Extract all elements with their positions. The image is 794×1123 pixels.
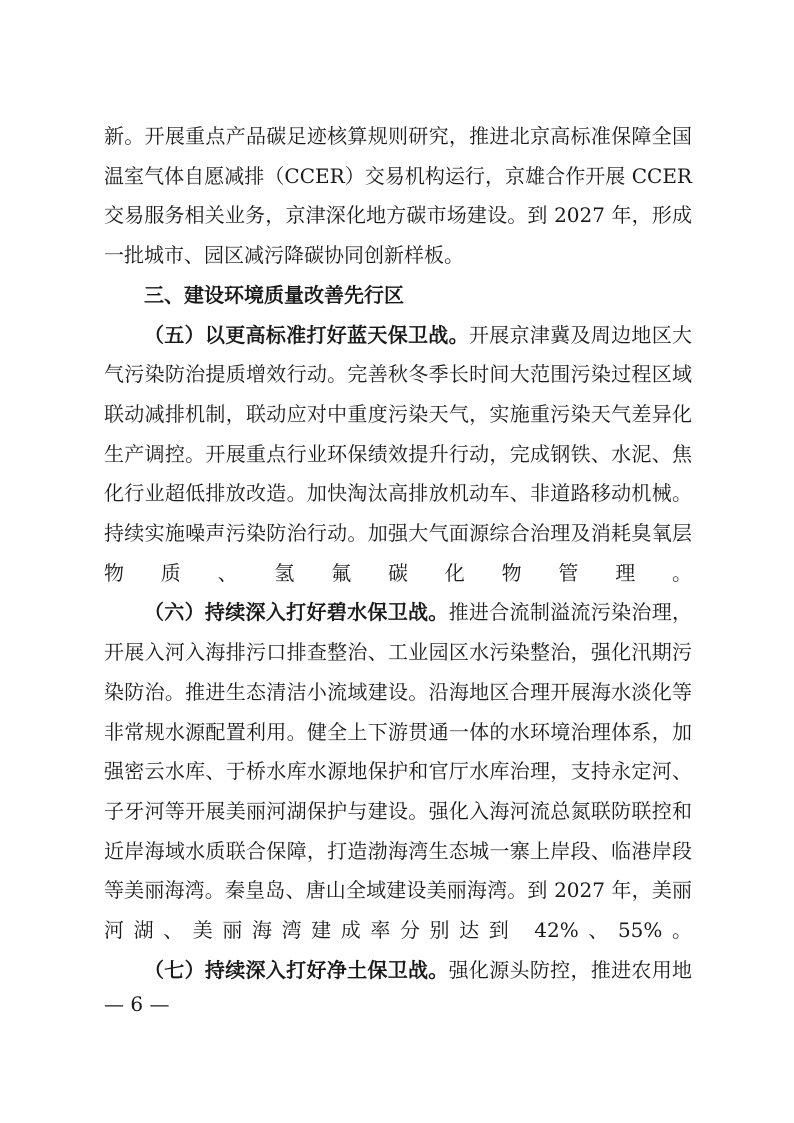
paragraph-7-title: （七）持续深入打好净土保卫战。 <box>144 957 449 982</box>
paragraph-5-body: 开展京津冀及周边地区大气污染防治提质增效行动。完善秋冬季长时间大范围污染过程区域联动减排机制，联动应对中重度污染天气，实施重污染天气差异化生产调控。开展重点行业环保绩效提升行动，完成钢铁、水泥、焦化行业超低排放改造。加快淘汰高排放机动车、非道路移动机械。持续实施噪声污染防治行动。加强大气面源综合治理及消耗臭氧层物质、氢氟碳化物管理。 <box>104 322 693 585</box>
paragraph-7 <box>104 951 692 991</box>
paragraph-6 <box>104 593 692 950</box>
paragraph-6-title: （六）持续深入打好碧水保卫战。 <box>144 600 449 625</box>
paragraph-5 <box>104 316 692 594</box>
paragraph-intro-text: 新。开展重点产品碳足迹核算规则研究，推进北京高标准保障全国温室气体自愿减排（CCER）交易机构运行，京雄合作开展 CCER 交易服务相关业务，京津深化地方碳市场建设。到 2027 年，形成一批城市、园区减污降碳协同创新样板。 <box>104 124 692 268</box>
paragraph-5-title: （五）以更高标准打好蓝天保卫战。 <box>144 322 469 347</box>
paragraph-intro <box>104 117 692 276</box>
body-text <box>104 117 692 990</box>
paragraph-7-body: 强化源头防控，推进农用地 <box>448 957 693 982</box>
section-heading: 三、建设环境质量改善先行区 <box>144 282 404 307</box>
paragraph-6-body: 推进合流制溢流污染治理，开展入河入海排污口排查整治、工业园区水污染整治，强化汛期污染防治。推进生态清洁小流域建设。沿海地区合理开展海水淡化等非常规水源配置利用。健全上下游贯通一体的水环境治理体系，加强密云水库、于桥水库水源地保护和官厅水库治理，支持永定河、子牙河等开展美丽河湖保护与建设。强化入海河流总氮联防联控和近岸海域水质联合保障，打造渤海湾生态城一寨上岸段、临港岸段等美丽海湾。秦皇岛、唐山全域建设美丽海湾。到 2027 年，美丽河湖、美丽海湾建成率分别达到 42%、55%。 <box>104 600 693 943</box>
page-number: — 6 — <box>104 992 170 1016</box>
